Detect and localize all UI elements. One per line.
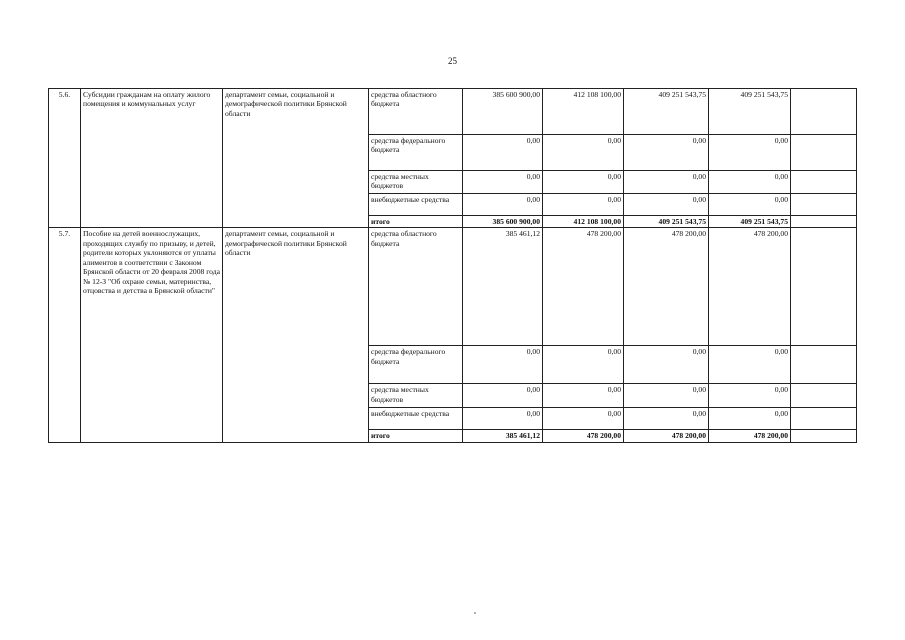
department: департамент семьи, социальной и демографической политики Брянской области (223, 228, 369, 442)
amount-cell: 0,00 (543, 384, 624, 408)
amount-cell: 0,00 (543, 194, 624, 216)
amount-cell: 0,00 (709, 171, 791, 194)
amount-cell: 409 251 543,75 (624, 89, 709, 135)
table-row (49, 228, 857, 346)
funding-source-total: итого (369, 216, 463, 228)
page-number: 25 (448, 56, 457, 66)
amount-cell-total: 478 200,00 (709, 430, 791, 442)
amount-cell: 0,00 (709, 346, 791, 384)
amount-cell: 0,00 (543, 171, 624, 194)
empty-cell (791, 216, 857, 228)
funding-source: средства федерального бюджета (369, 135, 463, 171)
empty-cell (791, 171, 857, 194)
scan-speck (474, 612, 476, 614)
amount-cell-total: 409 251 543,75 (709, 216, 791, 228)
amount-cell: 0,00 (463, 135, 543, 171)
empty-cell (791, 430, 857, 442)
amount-cell: 0,00 (624, 194, 709, 216)
empty-cell (791, 346, 857, 384)
department: департамент семьи, социальной и демографической политики Брянской области (223, 89, 369, 228)
funding-source: средства местных бюджетов (369, 171, 463, 194)
amount-cell: 0,00 (463, 384, 543, 408)
amount-cell: 409 251 543,75 (709, 89, 791, 135)
amount-cell-total: 409 251 543,75 (624, 216, 709, 228)
empty-cell (791, 135, 857, 171)
funding-source: средства местных бюджетов (369, 384, 463, 408)
amount-cell: 0,00 (543, 408, 624, 430)
budget-table (48, 88, 857, 443)
amount-cell: 0,00 (709, 384, 791, 408)
amount-cell: 478 200,00 (624, 228, 709, 346)
empty-cell (791, 89, 857, 135)
empty-cell (791, 384, 857, 408)
funding-source: внебюджетные средства (369, 408, 463, 430)
funding-source: средства областного бюджета (369, 89, 463, 135)
amount-cell: 0,00 (463, 194, 543, 216)
amount-cell-total: 385 600 900,00 (463, 216, 543, 228)
amount-cell: 0,00 (463, 346, 543, 384)
empty-cell (791, 194, 857, 216)
amount-cell: 0,00 (709, 408, 791, 430)
amount-cell: 0,00 (624, 346, 709, 384)
amount-cell: 0,00 (624, 171, 709, 194)
amount-cell: 385 600 900,00 (463, 89, 543, 135)
amount-cell: 0,00 (624, 135, 709, 171)
amount-cell-total: 385 461,12 (463, 430, 543, 442)
amount-cell: 0,00 (463, 171, 543, 194)
measure-name: Пособие на детей военнослужащих, проходящих службу по призыву, и детей, родители которых уклоняются от уплаты алиментов в соответствии с Законом Брянской области от 20 февраля 2008 года № 12-З "Об охране семьи, материнства, отцовства и детства в Брянской области" (81, 228, 223, 442)
empty-cell (791, 228, 857, 346)
amount-cell: 0,00 (463, 408, 543, 430)
funding-source: средства областного бюджета (369, 228, 463, 346)
amount-cell: 0,00 (709, 194, 791, 216)
amount-cell-total: 412 108 100,00 (543, 216, 624, 228)
table-row (49, 89, 857, 135)
amount-cell: 0,00 (624, 384, 709, 408)
amount-cell: 0,00 (709, 135, 791, 171)
amount-cell-total: 478 200,00 (624, 430, 709, 442)
row-index: 5.7. (49, 228, 81, 442)
amount-cell: 385 461,12 (463, 228, 543, 346)
amount-cell-total: 478 200,00 (543, 430, 624, 442)
funding-source: внебюджетные средства (369, 194, 463, 216)
empty-cell (791, 408, 857, 430)
amount-cell: 0,00 (624, 408, 709, 430)
row-index: 5.6. (49, 89, 81, 228)
amount-cell: 412 108 100,00 (543, 89, 624, 135)
amount-cell: 478 200,00 (709, 228, 791, 346)
amount-cell: 0,00 (543, 346, 624, 384)
funding-source: средства федерального бюджета (369, 346, 463, 384)
measure-name: Субсидии гражданам на оплату жилого помещения и коммунальных услуг (81, 89, 223, 228)
funding-source-total: итого (369, 430, 463, 442)
amount-cell: 478 200,00 (543, 228, 624, 346)
amount-cell: 0,00 (543, 135, 624, 171)
